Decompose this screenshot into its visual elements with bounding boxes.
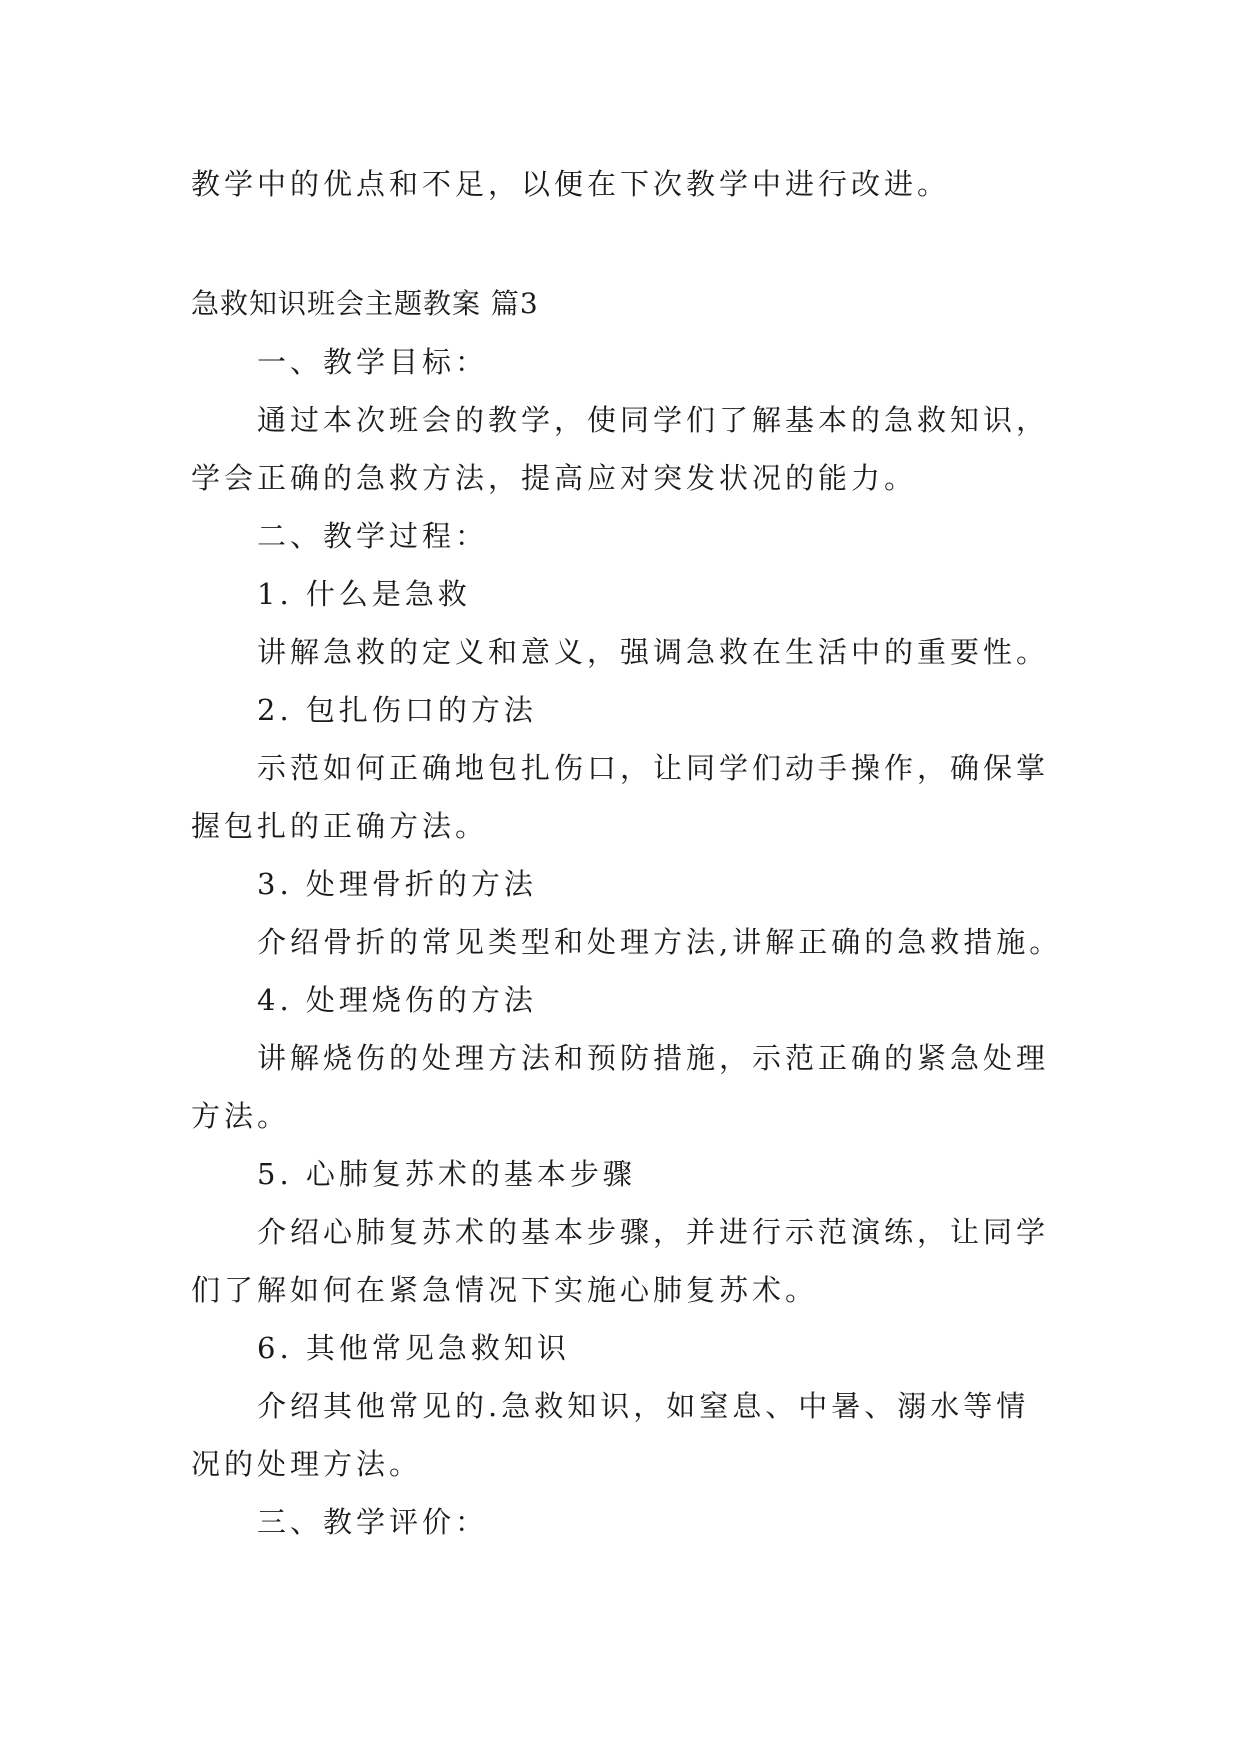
process-heading: 二、教学过程： [257,519,489,553]
item-4-text-line-2: 方法。 [191,1099,291,1133]
item-3-title: 3. 处理骨折的方法 [257,867,537,901]
evaluation-heading: 三、教学评价： [257,1505,489,1539]
item-6-text-line-1: 介绍其他常见的.急救知识，如窒息、中暑、溺水等情 [257,1389,1030,1423]
item-5-title: 5. 心肺复苏术的基本步骤 [257,1157,636,1191]
intro-tail-paragraph: 教学中的优点和不足，以便在下次教学中进行改进。 [191,167,951,201]
item-2-text-line-2: 握包扎的正确方法。 [191,809,489,843]
section-title: 急救知识班会主题教案 篇3 [191,287,539,320]
item-1-title: 1. 什么是急救 [257,577,471,611]
goals-heading: 一、教学目标： [257,345,489,379]
item-4-title: 4. 处理烧伤的方法 [257,983,537,1017]
item-6-text-line-2: 况的处理方法。 [191,1447,423,1481]
item-6-title: 6. 其他常见急救知识 [257,1331,570,1365]
goals-text-line-2: 学会正确的急救方法，提高应对突发状况的能力。 [191,461,918,495]
item-2-title: 2. 包扎伤口的方法 [257,693,537,727]
item-3-text: 介绍骨折的常见类型和处理方法,讲解正确的急救措施。 [257,925,1063,959]
item-4-text-line-1: 讲解烧伤的处理方法和预防措施，示范正确的紧急处理 [257,1041,1050,1075]
item-5-text-line-2: 们了解如何在紧急情况下实施心肺复苏术。 [191,1273,819,1307]
item-1-text: 讲解急救的定义和意义，强调急救在生活中的重要性。 [257,635,1050,669]
item-2-text-line-1: 示范如何正确地包扎伤口，让同学们动手操作，确保掌 [257,751,1050,785]
item-5-text-line-1: 介绍心肺复苏术的基本步骤，并进行示范演练，让同学 [257,1215,1050,1249]
goals-text-line-1: 通过本次班会的教学，使同学们了解基本的急救知识， [257,403,1050,437]
